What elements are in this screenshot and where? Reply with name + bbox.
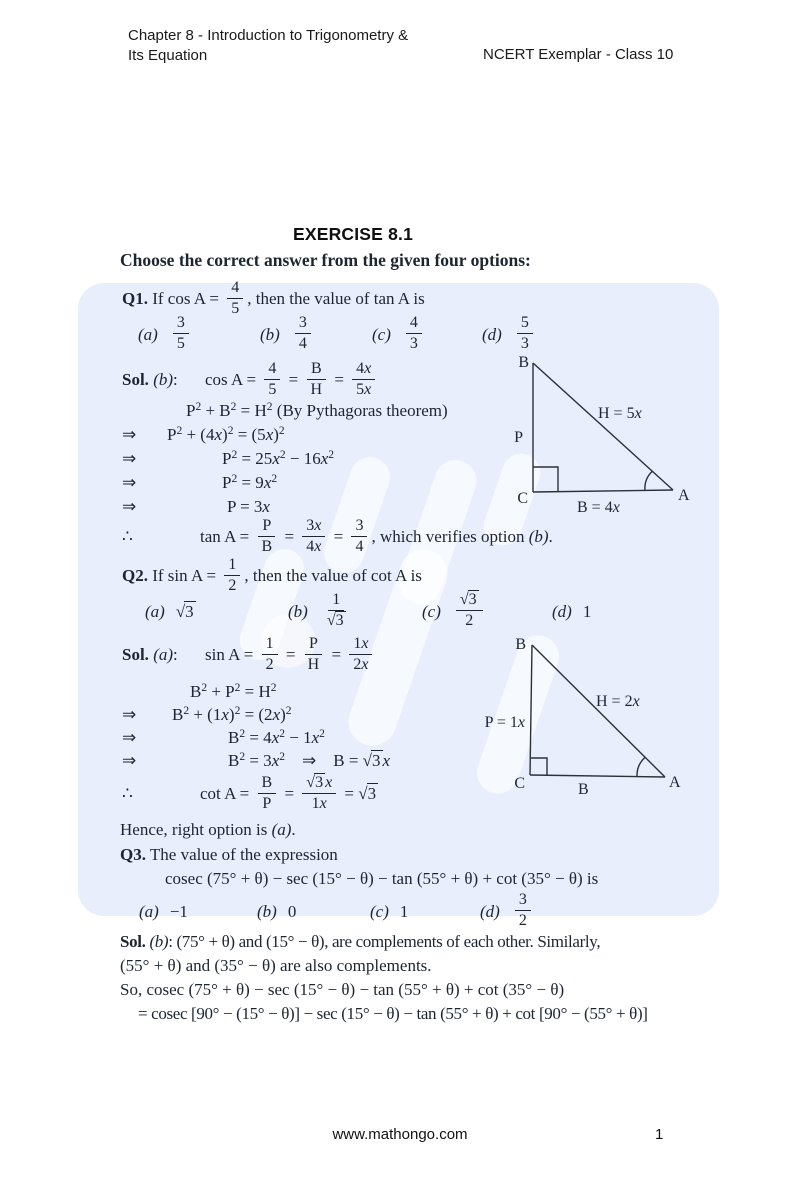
instruction-text: Choose the correct answer from the given four options:: [120, 250, 531, 270]
vertex-label-a: A: [669, 774, 681, 791]
page-footer: [0, 1126, 800, 1143]
angle-arc: [645, 471, 652, 490]
q1-triangle-figure: [495, 350, 700, 522]
q2-sol-step-2: ⇒ $B^2 = 4x^2 - 1x^2$: [0, 726, 800, 750]
vertex-label-c: C: [517, 490, 528, 507]
implies-symbol: ⇒: [122, 497, 137, 516]
base-label: B: [578, 781, 589, 798]
q2-sol-intro: Sol. (a): sin A = $\frac{1}{2}$ = $\frac{P}{H}$ = $\frac{1x}{2x}$: [0, 632, 800, 678]
page-number: 1: [655, 1126, 664, 1143]
q3-question: Q3. The value of the expression: [120, 845, 338, 864]
q3-option-c: (c) 1: [370, 902, 409, 921]
implies-symbol: ⇒: [122, 751, 137, 770]
chapter-title-line2: Its Equation: [128, 47, 208, 64]
sol-label: Sol. (a):: [122, 645, 178, 664]
q2-triangle-figure: [468, 633, 683, 798]
triangle-side-hypotenuse: [532, 645, 665, 777]
chapter-header: [128, 26, 408, 66]
q1-sol-pythagoras: $P^2 + B^2 = H^2$ (By Pythagoras theorem): [186, 401, 448, 420]
book-title: NCERT Exemplar - Class 10: [483, 46, 674, 63]
therefore-symbol: ∴: [122, 784, 133, 803]
implies-symbol: ⇒: [122, 728, 137, 747]
footer-site-url: www.mathongo.com: [332, 1126, 468, 1143]
q2-sol-conclusion: ∴ cot A = $\frac{B}{P}$ = $\frac{√3 x}{1x}$ = √3: [0, 771, 800, 817]
q3-sol-line-3: So, cosec (75° + θ) − sec (15° − θ) − tan (55° + θ) + cot (35° − θ): [120, 980, 565, 999]
q1-sol-step-1: ⇒ $P^2 + (4x)^2 = (5x)^2$: [0, 423, 800, 447]
hypotenuse-label: H = 5x: [598, 405, 642, 422]
exercise-title: EXERCISE 8.1: [292, 224, 414, 244]
q1-sol-conclusion: ∴ tan A = $\frac{P}{B}$ = $\frac{3x}{4x}$ = $\frac{3}{4}$ , which verifies option (b).: [0, 514, 800, 560]
implies-symbol: ⇒: [122, 449, 137, 468]
q2-sol-step-3: ⇒ $B^2 = 3x^2$ ⇒ B = √3 x: [0, 749, 800, 773]
q2-option-a: (a) √3: [145, 602, 194, 621]
triangle-side-base: [530, 775, 665, 777]
vertex-label-c: C: [514, 775, 525, 792]
hypotenuse-label: H = 2x: [596, 693, 640, 710]
implies-symbol: ⇒: [122, 705, 137, 724]
q2-option-b: (b) $\frac{1}{√3}$: [288, 590, 344, 629]
q3-sol-line-2: (55° + θ) and (35° − θ) are also complements.: [120, 956, 432, 975]
right-angle-mark: [533, 467, 558, 492]
vertex-label-b: B: [518, 354, 529, 371]
q1-sol-step-4: ⇒ P = 3x: [0, 495, 800, 519]
therefore-symbol: ∴: [122, 527, 133, 546]
q3-option-d: (d) $\frac{3}{2}$: [480, 889, 535, 935]
implies-symbol: ⇒: [122, 425, 137, 444]
q2-sol-step-1: ⇒ $B^2 + (1x)^2 = (2x)^2$: [0, 703, 800, 727]
q1-option-d: (d) $\frac{5}{3}$: [482, 311, 537, 359]
q3-expression: cosec (75° + θ) − sec (15° − θ) − tan (55° + θ) + cot (35° − θ) is: [165, 869, 599, 888]
q1-option-b: (b) $\frac{3}{4}$: [260, 311, 315, 359]
q1-option-a: (a) $\frac{3}{5}$: [138, 311, 193, 359]
chapter-title-line1: Chapter 8 - Introduction to Trigonometry &: [128, 27, 409, 44]
q1-sol-intro: Sol. (b): cos A = $\frac{4}{5}$ = $\frac{B}{H}$ = $\frac{4x}{5x}$: [0, 357, 800, 403]
triangle-side-perpendicular: [530, 645, 532, 775]
q1-question: Q1. If cos A = $\frac{4}{5}$ , then the value of tan A is: [122, 278, 425, 317]
q1-option-c: (c) $\frac{4}{3}$: [372, 311, 426, 359]
side-label-p: P = 1x: [484, 714, 525, 731]
q1-sol-step-2: ⇒ $P^2 = 25x^2 - 16x^2$: [0, 447, 800, 471]
q2-option-c: (c) $\frac{√3}{2}$: [422, 586, 487, 638]
q3-option-a: (a) −1: [139, 902, 188, 921]
q2-sol-hence: Hence, right option is (a).: [120, 820, 296, 839]
implies-symbol: ⇒: [122, 473, 137, 492]
vertex-label-b: B: [515, 636, 526, 653]
vertex-label-a: A: [678, 487, 690, 504]
sol-label: Sol. (b):: [122, 370, 178, 389]
angle-arc: [637, 757, 645, 776]
base-label: B = 4x: [577, 499, 620, 516]
q3-sol-line-4: = cosec [90° − (15° − θ)] − sec (15° − θ) − tan (55° + θ) + cot [90° − (55° + θ)]: [138, 1004, 648, 1023]
side-label-p: P: [514, 429, 523, 446]
q1-sol-step-3: ⇒ $P^2 = 9x^2$: [0, 471, 800, 495]
q2-sol-pythagoras: $B^2 + P^2 = H^2$: [190, 682, 277, 701]
q3-sol-line-1: Sol. (b): (75° + θ) and (15° − θ), are complements of each other. Similarly,: [120, 932, 601, 951]
right-angle-mark: [530, 758, 547, 776]
q2-option-d: (d) 1: [552, 602, 592, 621]
q2-question: Q2. If sin A = $\frac{1}{2}$ , then the value of cot A is: [122, 555, 422, 594]
q3-option-b: (b) 0: [257, 902, 297, 921]
triangle-side-base: [533, 490, 673, 492]
